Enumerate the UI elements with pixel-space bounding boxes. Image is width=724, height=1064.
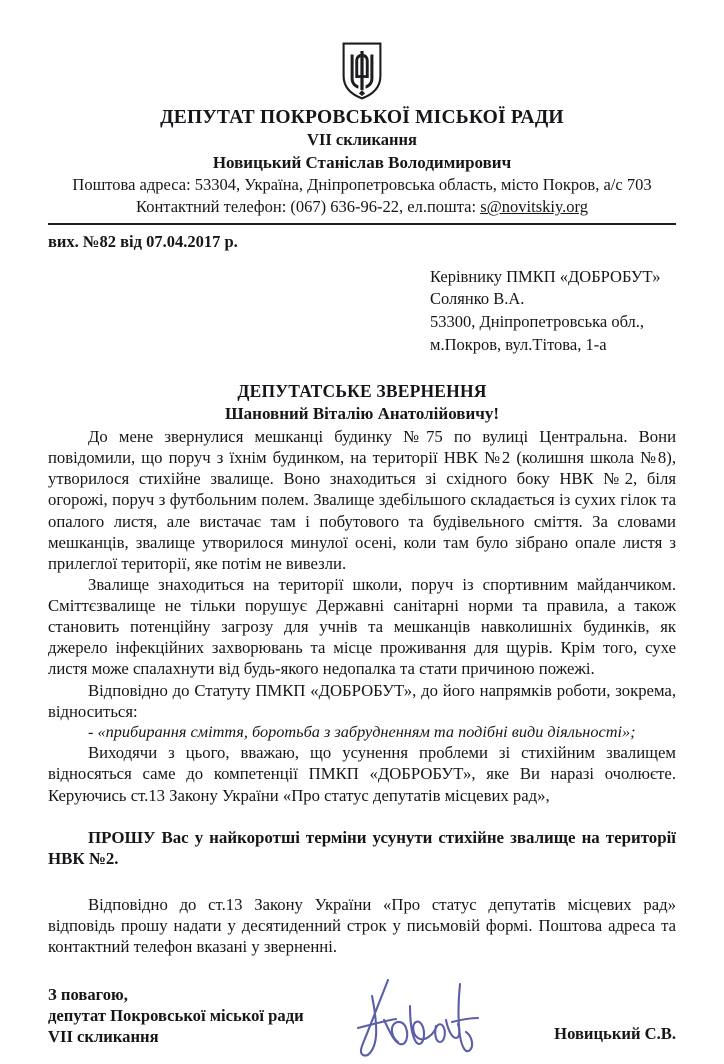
signatory-name: Новицький С.В. bbox=[554, 1024, 676, 1044]
addressee-block bbox=[48, 266, 676, 357]
signature-role-line-1: депутат Покровської міської ради bbox=[48, 1006, 304, 1026]
body-paragraph: Відповідно до Статуту ПМКП «ДОБРОБУТ», до його напрямків роботи, зокрема, відноситься: bbox=[48, 680, 676, 721]
addressee-line-4: м.Покров, вул.Тітова, 1-а bbox=[430, 334, 607, 354]
page-title: ДЕПУТАТ ПОКРОВСЬКОЇ МІСЬКОЇ РАДИ bbox=[160, 107, 564, 128]
contact-line bbox=[48, 196, 676, 217]
signature-role-line-2: VII скликання bbox=[48, 1027, 159, 1047]
letterhead bbox=[48, 0, 676, 218]
reference-number: вих. №82 від 07.04.2017 р. bbox=[48, 231, 238, 251]
contact-phone-text: Контактний телефон: (067) 636-96-22, ел.пошта: bbox=[136, 197, 481, 217]
salutation: Шановний Віталію Анатолійовичу! bbox=[224, 403, 500, 423]
postal-address: Поштова адреса: 53304, Україна, Дніпропетровська область, місто Покров, а/с 703 bbox=[72, 174, 652, 194]
convocation-line: VII скликання bbox=[307, 130, 417, 149]
appeal-heading: ДЕПУТАТСЬКЕ ЗВЕРНЕННЯ bbox=[237, 380, 487, 401]
signature-block bbox=[48, 984, 676, 1064]
body-paragraph: Звалище знаходиться на території школи, поруч із спортивним майданчиком. Сміттєзвалище не тільки порушує Державні санітарні норми та правила, а також становить потенційну загрозу для учнів та мешканців навколишніх будинків, як джерело інфекційних захворювань та місце проживання для щурів. Крім того, сухе листя може спалахнути від будь-якого недопалка та стати причиною пожежі. bbox=[48, 574, 676, 679]
signature-respect: З повагою, bbox=[48, 985, 128, 1005]
request-statement: ПРОШУ Вас у найкоротші терміни усунути стихійне звалище на території НВК №2. bbox=[48, 827, 676, 869]
email-link[interactable]: s@novitskiy.org bbox=[480, 197, 588, 217]
deputy-name: Новицький Станіслав Володимирович bbox=[212, 152, 512, 172]
ukraine-trident-coat-of-arms-icon bbox=[342, 42, 382, 100]
body-paragraph: До мене звернулися мешканці будинку №75 по вулиці Центральна. Вони повідомили, що поруч з їхнім будинком, на території НВК №2 (колишня школа №8), утворилося стихійне звалище. Воно знаходиться зі східного боку НВК №2, біля огорожі, поруч з футбольним полем. Звалище здебільшого складається із сухих гілок та опалого листя, але вистачає там і побутового та будівельного сміття. За словами мешканців, звалище утворилося минулої осені, коли там було зібрано опале листя з прилеглої території, яке потім не вивезли. bbox=[48, 427, 676, 573]
addressee-line-2: Солянко В.А. bbox=[430, 289, 525, 309]
body-paragraph: Виходячи з цього, вважаю, що усунення проблеми зі стихійним звалищем відносяться саме до компетенції ПМКП «ДОБРОБУТ», яке Ви наразі очолюєте. Керуючись ст.13 Закону України «Про статус депутатів місцевих рад», bbox=[48, 743, 676, 805]
addressee-line-1: Керівнику ПМКП «ДОБРОБУТ» bbox=[430, 266, 661, 286]
addressee-line-3: 53300, Дніпропетровська обл., bbox=[430, 312, 645, 332]
letter-body bbox=[48, 426, 676, 957]
statute-quote-item: - «прибирання сміття, боротьба з забрудненням та подібні види діяльності»; bbox=[88, 721, 636, 741]
closing-paragraph: Відповідно до ст.13 Закону України «Про статус депутатів місцевих рад» відповідь прошу надати у десятиденний строк у письмовій формі. Поштова адреса та контактний телефон вказані у зверненні. bbox=[48, 894, 676, 956]
header-divider bbox=[48, 223, 676, 225]
